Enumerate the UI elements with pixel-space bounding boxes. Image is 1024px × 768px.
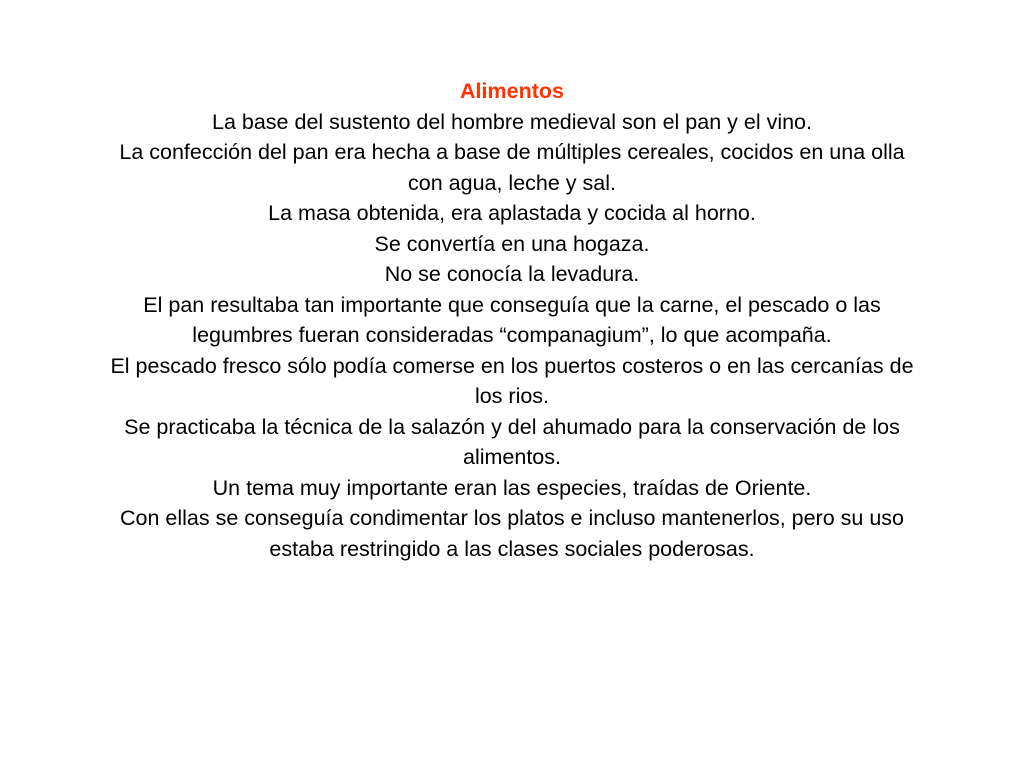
paragraph-pan-vino: La base del sustento del hombre medieval son el pan y el vino.	[212, 109, 812, 134]
slide-text-block	[100, 76, 924, 564]
paragraph-levadura: No se conocía la levadura.	[384, 262, 640, 286]
slide-title: Alimentos	[460, 79, 564, 103]
paragraph-companagium: El pan resultaba tan importante que conseguía que la carne, el pescado o las legumbres fueran consideradas “companagium”, lo que acompaña.	[143, 292, 881, 347]
paragraph-especies-oriente: Un tema muy importante eran las especies, traídas de Oriente.	[212, 475, 812, 500]
paragraph-clases-poderosas: Con ellas se conseguía condimentar los platos e incluso mantenerlos, pero su uso estaba restringido a las clases sociales poderosas.	[119, 506, 904, 561]
paragraph-confeccion-pan: La confección del pan era hecha a base de múltiples cereales, cocidos en una olla con agua, leche y sal.	[119, 140, 905, 195]
paragraph-hogaza: Se convertía en una hogaza.	[374, 231, 650, 256]
paragraph-salazon-ahumado: Se practicaba la técnica de la salazón y del ahumado para la conservación de los alimentos.	[124, 414, 900, 469]
paragraph-masa-horno: La masa obtenida, era aplastada y cocida al horno.	[268, 201, 756, 225]
paragraph-pescado-fresco: El pescado fresco sólo podía comerse en los puertos costeros o en las cercanías de los rios.	[110, 353, 914, 408]
